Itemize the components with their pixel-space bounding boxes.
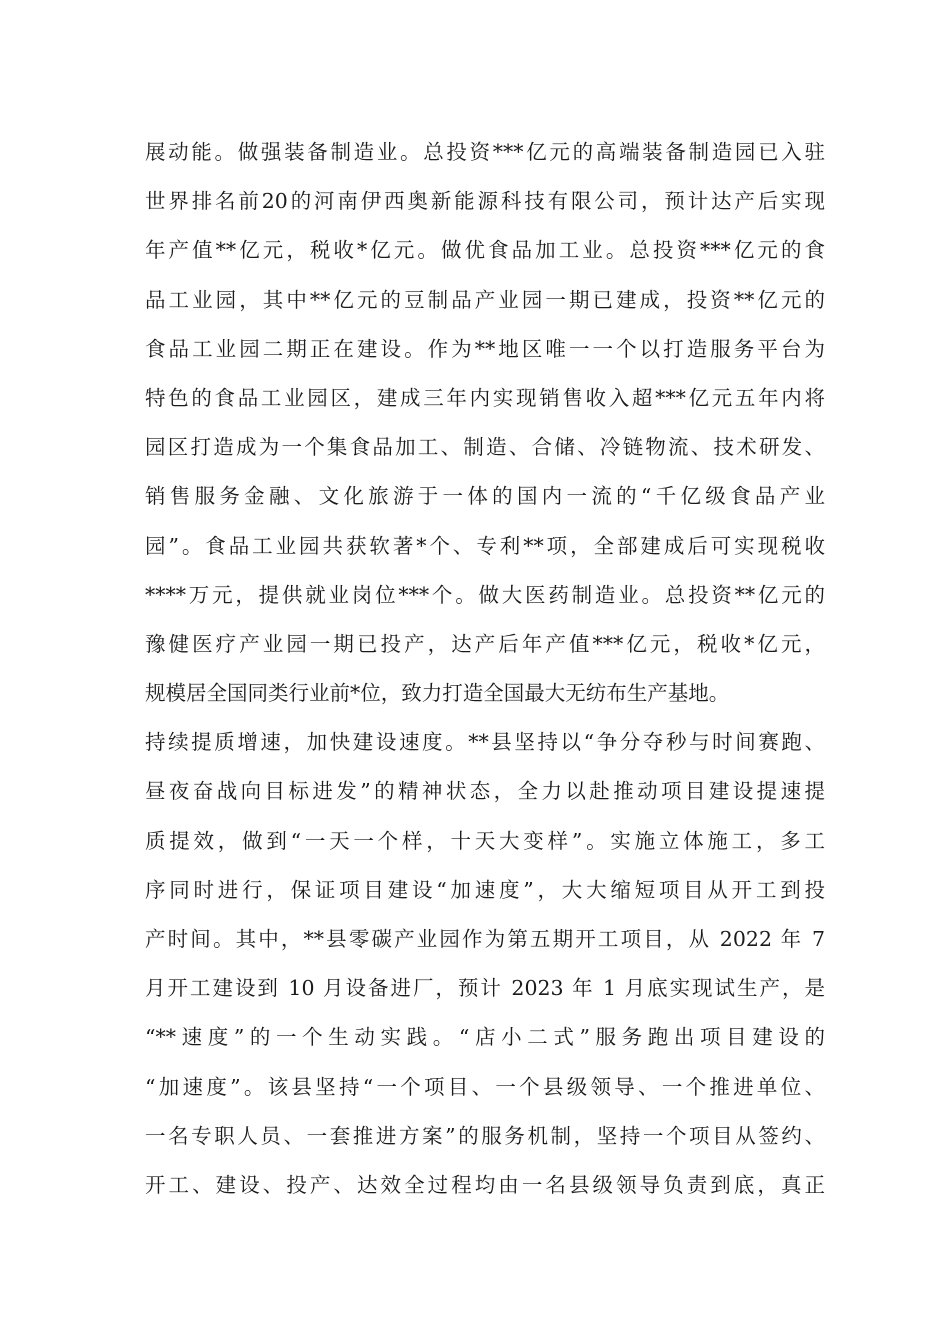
- text-line: 规模居全国同类行业前*位，致力打造全国最大无纺布生产基地。: [145, 681, 730, 706]
- text-line: 豫健医疗产业园一期已投产，达产后年产值***亿元，税收*亿元，: [145, 631, 825, 656]
- text-line: 园”。食品工业园共获软著*个、专利**项，全部建成后可实现税收: [145, 533, 825, 558]
- text-line: 月开工建设到 10 月设备进厂，预计 2023 年 1 月底实现试生产，是: [145, 976, 825, 1001]
- text-line: 食品工业园二期正在建设。作为**地区唯一一个以打造服务平台为: [145, 336, 825, 361]
- text-line: 产时间。其中，**县零碳产业园作为第五期开工项目，从 2022 年 7: [145, 927, 825, 951]
- text-line: 质提效，做到“一天一个样，十天大变样”。实施立体施工，多工: [145, 828, 825, 853]
- text-line: “**速度”的一个生动实践。“店小二式”服务跑出项目建设的: [145, 1025, 825, 1050]
- text-line: 特色的食品工业园区，建成三年内实现销售收入超***亿元五年内将: [145, 385, 825, 410]
- body-text: [145, 133, 825, 1215]
- text-line: 开工、建设、投产、达效全过程均由一名县级领导负责到底，真正: [145, 1172, 825, 1197]
- text-line: 年产值**亿元，税收*亿元。做优食品加工业。总投资***亿元的食: [145, 238, 825, 263]
- text-line: 序同时进行，保证项目建设“加速度”，大大缩短项目从开工到投: [145, 877, 825, 902]
- text-line: 品工业园，其中**亿元的豆制品产业园一期已建成，投资**亿元的: [145, 287, 825, 312]
- text-line: 持续提质增速，加快建设速度。**县坚持以“争分夺秒与时间赛跑、: [145, 730, 825, 755]
- text-line: 世界排名前20的河南伊西奥新能源科技有限公司，预计达产后实现: [145, 189, 825, 214]
- text-line: 昼夜奋战向目标进发”的精神状态，全力以赴推动项目建设提速提: [145, 779, 825, 804]
- text-line: 一名专职人员、一套推进方案”的服务机制，坚持一个项目从签约、: [145, 1123, 825, 1148]
- text-line: 销售服务金融、文化旅游于一体的国内一流的“千亿级食品产业: [145, 484, 825, 509]
- text-line: ****万元，提供就业岗位***个。做大医药制造业。总投资**亿元的: [145, 582, 825, 607]
- text-line: “加速度”。该县坚持“一个项目、一个县级领导、一个推进单位、: [145, 1074, 825, 1099]
- text-line: 园区打造成为一个集食品加工、制造、合储、冷链物流、技术研发、: [145, 435, 825, 460]
- text-line: 展动能。做强装备制造业。总投资***亿元的高端装备制造园已入驻: [145, 140, 825, 164]
